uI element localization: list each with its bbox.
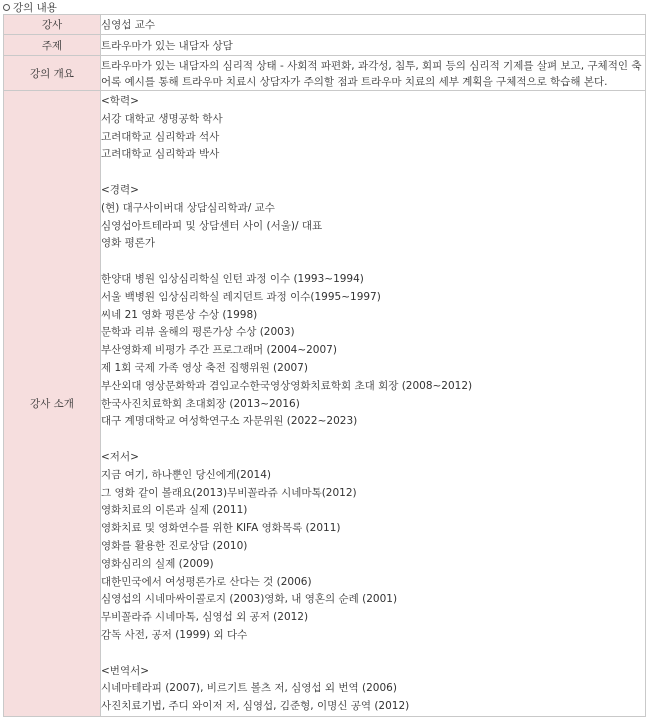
intro-line: (현) 대구사이버대 상담심리학과/ 교수 <box>101 201 275 214</box>
blank-line <box>101 253 645 271</box>
intro-line: 그 영화 같이 볼래요(2013)무비꼴라쥬 시네마톡(2012) <box>101 486 357 499</box>
intro-line: 시네마테라피 (2007), 비르기트 볼츠 저, 심영섭 외 번역 (2006) <box>101 682 397 695</box>
intro-line: 영화를 활용한 진로상담 (2010) <box>101 539 248 552</box>
intro-line: <번역서> <box>101 664 150 677</box>
intro-line: 영화치료의 이론과 실제 (2011) <box>101 504 248 517</box>
intro-line: 영화 평론가 <box>101 237 156 250</box>
topic-value: 트라우마가 있는 내담자 상담 <box>101 35 646 56</box>
intro-line: 대구 계명대학교 여성학연구소 자문위원 (2022~2023) <box>101 415 358 428</box>
blank-line <box>101 164 645 182</box>
intro-line: 고려대학교 심리학과 석사 <box>101 130 220 143</box>
intro-line: 지금 여기, 하나뿐인 당신에게(2014) <box>101 468 271 481</box>
intro-line: <경력> <box>101 183 139 196</box>
overview-label: 강의 개요 <box>4 56 101 91</box>
section-title-text: 강의 내용 <box>13 2 57 14</box>
intro-line: 고려대학교 심리학과 박사 <box>101 148 220 161</box>
intro-line: 영화치료 및 영화연수를 위한 KIFA 영화목록 (2011) <box>101 522 341 535</box>
intro-line: 대한민국에서 여성평론가로 산다는 것 (2006) <box>101 575 312 588</box>
intro-line: 제 1회 국제 가족 영상 축전 집행위원 (2007) <box>101 361 308 374</box>
intro-value <box>101 91 646 717</box>
intro-line: 부산외대 영상문화학과 겸임교수한국영상영화치료학회 초대 회장 (2008~2012) <box>101 379 473 392</box>
overview-value <box>101 56 646 91</box>
lecturer-value: 심영섭 교수 <box>101 15 646 35</box>
intro-body <box>101 91 645 716</box>
lecturer-label: 강사 <box>4 15 101 35</box>
lecture-info-table <box>3 14 646 717</box>
topic-label: 주제 <box>4 35 101 56</box>
intro-line: <저서> <box>101 450 139 463</box>
intro-line: 심영섭의 시네마싸이콜로지 (2003)영화, 내 영혼의 순례 (2001) <box>101 593 398 606</box>
intro-line: 감독 사전, 공저 (1999) 외 다수 <box>101 628 248 641</box>
intro-line: 부산영화제 비평가 주간 프로그래머 (2004~2007) <box>101 344 337 357</box>
intro-line: 문학과 리뷰 올해의 평론가상 수상 (2003) <box>101 326 295 339</box>
table-row-lecturer <box>4 15 646 35</box>
intro-line: 무비꼴라쥬 시네마톡, 심영섭 외 공저 (2012) <box>101 611 309 624</box>
blank-line <box>101 431 645 449</box>
section-title <box>3 1 57 15</box>
blank-line <box>101 645 645 663</box>
intro-line: 한국사진치료학회 초대회장 (2013~2016) <box>101 397 300 410</box>
overview-text: 트라우마가 있는 내담자의 심리적 상태 - 사회적 파편화, 과각성, 침투, 회피 등의 심리적 기제를 살펴 보고, 구체적인 축어록 예시를 통해 트라우마 치료시 상담자가 주의할 점과 트라우마 치료의 세부 계획을 구체적으로 학습해 본다. <box>101 59 642 88</box>
intro-line: 씨네 21 영화 평론상 수상 (1998) <box>101 308 258 321</box>
intro-line: 영화심리의 실제 (2009) <box>101 557 214 570</box>
intro-label: 강사 소개 <box>4 91 101 717</box>
intro-line: 사진치료기법, 주디 와이저 저, 심영섭, 김준형, 이명신 공역 (2012) <box>101 700 410 713</box>
intro-line: 서강 대학교 생명공학 학사 <box>101 112 223 125</box>
circle-bullet-icon <box>3 4 10 11</box>
table-row-intro <box>4 91 646 717</box>
intro-line: 한양대 병원 임상심리학실 인턴 과정 이수 (1993~1994) <box>101 272 364 285</box>
table-row-overview <box>4 56 646 91</box>
intro-line: <학력> <box>101 95 139 107</box>
intro-line: 심영섭아트테라피 및 상담센터 사이 (서울)/ 대표 <box>101 219 323 232</box>
table-row-topic <box>4 35 646 56</box>
intro-line: 서울 백병원 임상심리학실 레지던트 과정 이수(1995~1997) <box>101 290 381 303</box>
